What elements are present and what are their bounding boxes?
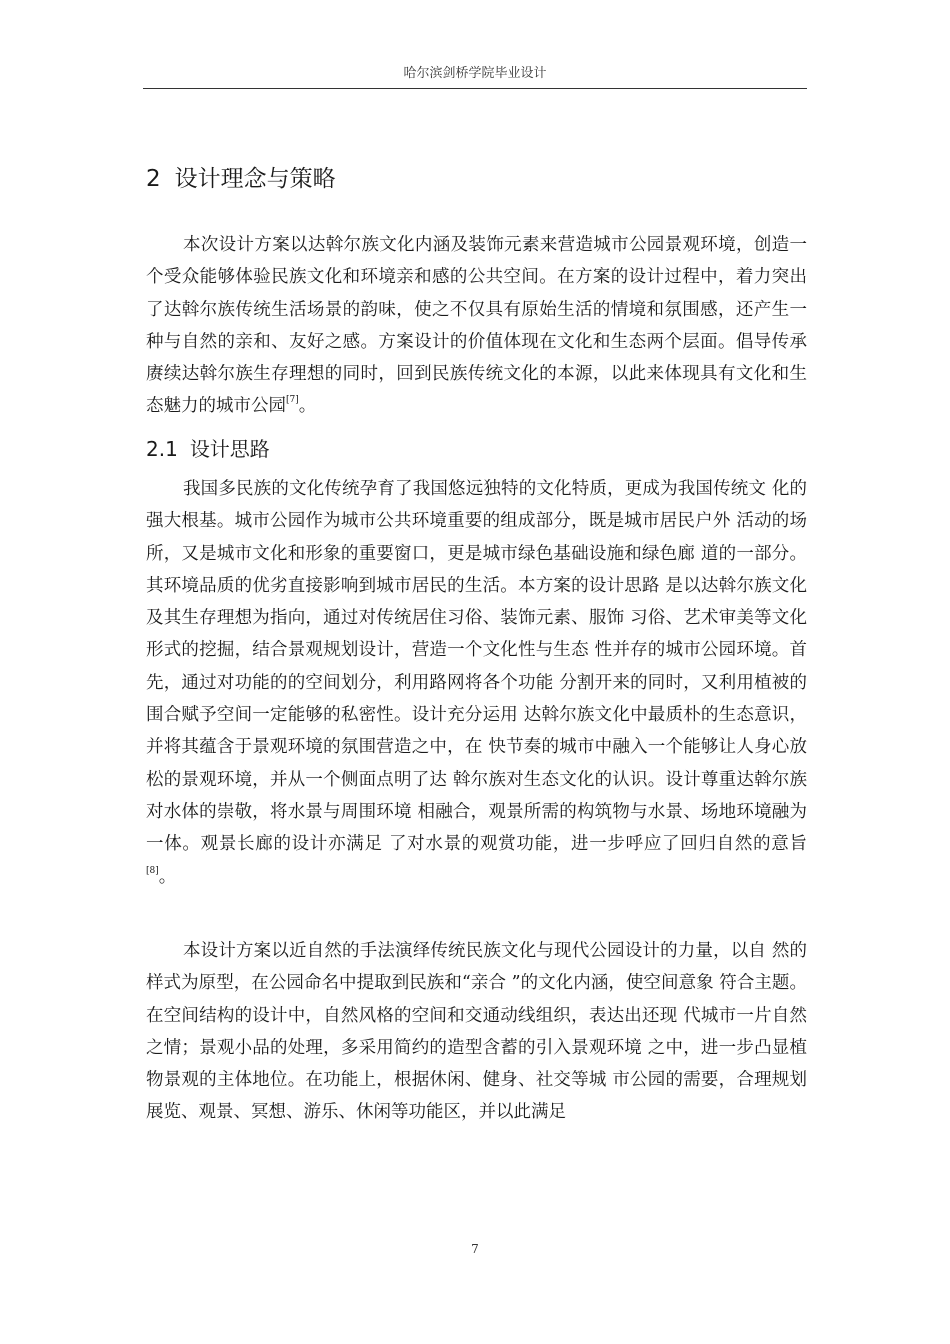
section-title-text: 设计理念与策略 [174,166,336,192]
page-number: 7 [471,1242,479,1256]
subsection-title-text: 设计思路 [189,437,270,461]
section-intro-paragraph [146,229,807,423]
page-header [143,64,807,89]
section-number: 2 [146,166,161,192]
subsection-heading [146,434,270,464]
design-method-paragraph [146,935,807,1129]
subsection-number: 2.1 [146,437,178,461]
paragraph-text: 本设计方案以近自然的手法演绎传统民族文化与现代公园设计的力量，以自 然的样式为原型，在公园命名中提取到民族和“亲合 ”的文化内涵，使空间意象 符合主题。在空间结构的设计中，自然风格的空间和交通动线组织，表达出还现 代城市一片自然之情；景观小品的处理，多采用简约的造型含蓄的引入景观环境 之中，进一步凸显植物景观的主体地位。在功能上，根据休闲、健身、社交等城 市公园的需要，合理规划展览、观景、冥想、游乐、休闲等功能区，并以此满足 [146,941,807,1123]
header-title: 哈尔滨剑桥学院毕业设计 [403,66,547,81]
paragraph-text: 本次设计方案以达斡尔族文化内涵及装饰元素来营造城市公园景观环境，创造一个受众能够体验民族文化和环境亲和感的公共空间。在方案的设计过程中，着力突出了达斡尔族传统生活场景的韵味，使之不仅具有原始生活的情境和氛围感，还产生一种与自然的亲和、友好之感。方案设计的价值体现在文化和生态两个层面。倡导传承赓续达斡尔族生存理想的同时，回到民族传统文化的本源，以此来体现具有文化和生态魅力的城市公园 [146,235,807,417]
paragraph-tail: 。 [298,396,317,417]
citation-ref-7: [7] [286,395,299,406]
paragraph-text: 我国多民族的文化传统孕育了我国悠远独特的文化特质，更成为我国传统文 化的强大根基。城市公园作为城市公共环境重要的组成部分，既是城市居民户外 活动的场所，又是城市文化和形象的重要窗口，更是城市绿色基础设施和绿色廊 道的一部分。其环境品质的优劣直接影响到城市居民的生活。本方案的设计思路 是以达斡尔族文化及其生存理想为指向，通过对传统居住习俗、装饰元素、服饰 习俗、艺术审美等文化形式的挖掘，结合景观规划设计，营造一个文化性与生态 性并存的城市公园环境。首先，通过对功能的的空间划分，利用路网将各个功能 分割开来的同时，又利用植被的围合赋予空间一定能够的私密性。设计充分运用 达斡尔族文化中最质朴的生态意识，并将其蕴含于景观环境的氛围营造之中，在 快节奏的城市中融入一个能够让人身心放松的景观环境，并从一个侧面点明了达 斡尔族对生态文化的认识。设计尊重达斡尔族对水体的崇敬，将水景与周围环境 相融合，观景所需的构筑物与水景、场地环境融为一体。观景长廊的设计亦满足 了对水景的观赏功能，进一步呼应了回归自然的意旨 [146,479,807,855]
paragraph-tail: 。 [158,866,177,887]
design-approach-paragraph [146,473,807,893]
section-heading [146,162,336,196]
citation-ref-8: [8] [146,865,159,876]
